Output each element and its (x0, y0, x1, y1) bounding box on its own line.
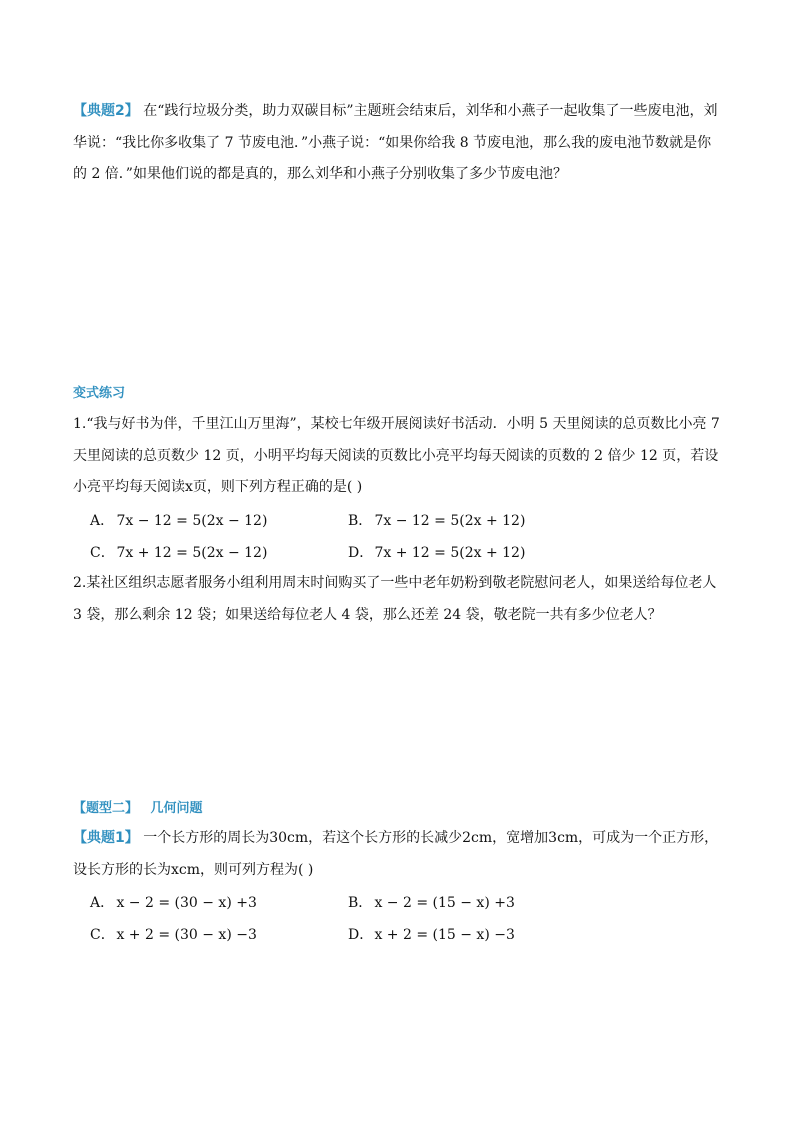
example-1-block (73, 823, 723, 886)
example-2-block (73, 96, 723, 191)
ex1-option-c-letter: C． (90, 927, 115, 943)
q1-option-c-letter: C． (90, 545, 115, 561)
q1-option-b[interactable] (348, 510, 525, 530)
ex1-option-d-letter: D． (348, 927, 374, 943)
type-2-heading (73, 797, 203, 816)
q1-option-a[interactable] (90, 510, 267, 530)
q1-option-b-expr: 7x − 12 = 5(2x + 12) (374, 513, 526, 529)
q1-option-a-letter: A． (90, 513, 115, 529)
ex1-option-c-expr: x + 2 = (30 − x) −3 (116, 927, 257, 943)
example-2-tag: 【典题2】 (73, 103, 139, 119)
q1-option-c[interactable] (90, 542, 267, 562)
q1-option-c-expr: 7x + 12 = 5(2x − 12) (116, 545, 268, 561)
ex1-option-c[interactable] (90, 924, 257, 944)
type-2-title: 几何问题 (150, 801, 203, 816)
example-1-text: 一个长方形的周长为30cm，若这个长方形的长减少2cm，宽增加3cm，可成为一个正方形，设长方形的长为xcm，则可列方程为( ) (73, 830, 719, 878)
example-1-tag: 【典题1】 (73, 830, 139, 846)
ex1-option-b-letter: B． (348, 895, 373, 911)
ex1-option-b[interactable] (348, 892, 515, 912)
type-2-tag: 【题型二】 (73, 801, 139, 816)
variant-practice-heading: 变式练习 (73, 386, 126, 401)
ex1-option-d-expr: x + 2 = (15 − x) −3 (374, 927, 515, 943)
question-1-text: 1.“我与好书为伴，千里江山万里海”，某校七年级开展阅读好书活动．小明 5 天里阅读的总页数比小亮 7 天里阅读的总页数少 12 页，小明平均每天阅读的页数比小亮平均每天阅读的页数的 2 倍少 12 页，若设小亮平均每天阅读x页，则下列方程正确的是( ) (73, 416, 720, 495)
q1-option-d-expr: 7x + 12 = 5(2x + 12) (374, 545, 526, 561)
ex1-option-a-expr: x − 2 = (30 − x) +3 (116, 895, 257, 911)
q1-option-d-letter: D． (348, 545, 374, 561)
ex1-option-a-letter: A． (90, 895, 115, 911)
example-2-text: 在“践行垃圾分类，助力双碳目标”主题班会结束后，刘华和小燕子一起收集了一些废电池，刘华说：“我比你多收集了 7 节废电池．”小燕子说：“如果你给我 8 节废电池，那么我的废电池节数就是你的 2 倍．”如果他们说的都是真的，那么刘华和小燕子分别收集了多少节废电池？ (73, 103, 718, 182)
q1-option-b-letter: B． (348, 513, 373, 529)
ex1-option-d[interactable] (348, 924, 515, 944)
ex1-option-a[interactable] (90, 892, 257, 912)
q1-option-d[interactable] (348, 542, 525, 562)
question-2-text: 2.某社区组织志愿者服务小组利用周末时间购买了一些中老年奶粉到敬老院慰问老人，如果送给每位老人 3 袋，那么剩余 12 袋；如果送给每位老人 4 袋，那么还差 24 袋，敬老院一共有多少位老人？ (73, 575, 717, 623)
ex1-option-b-expr: x − 2 = (15 − x) +3 (374, 895, 515, 911)
q1-option-a-expr: 7x − 12 = 5(2x − 12) (116, 513, 268, 529)
